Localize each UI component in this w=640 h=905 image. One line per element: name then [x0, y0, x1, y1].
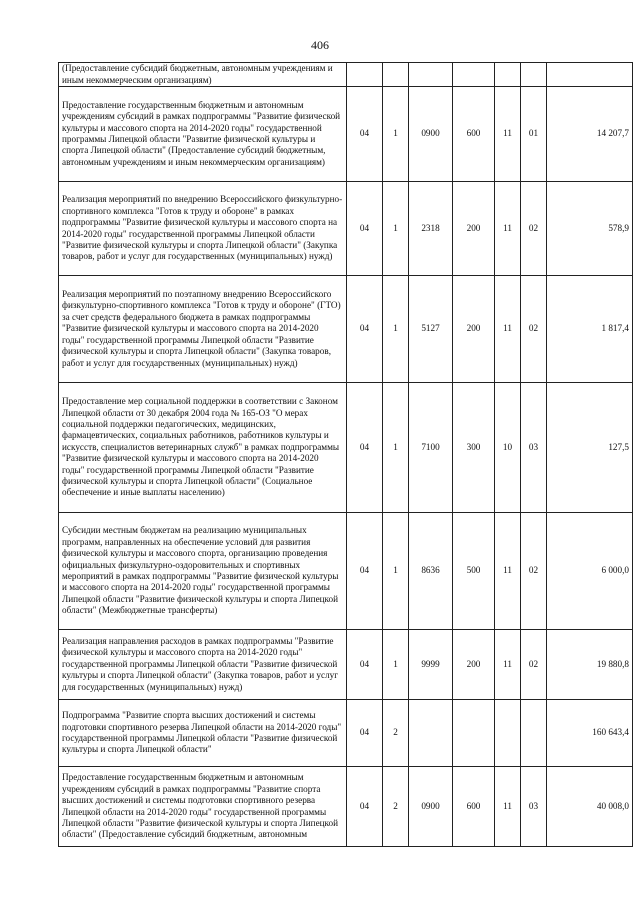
cell-section-code: 1 — [383, 182, 409, 276]
table-row — [59, 63, 633, 87]
cell-expense-type: 200 — [453, 630, 495, 700]
cell-program-code: 0900 — [409, 767, 453, 847]
cell-section: 11 — [495, 767, 521, 847]
cell-program-code: 5127 — [409, 276, 453, 383]
cell-ministry-code: 04 — [347, 276, 383, 383]
cell-section-code: 1 — [383, 87, 409, 182]
cell-amount: 578,9 — [547, 182, 633, 276]
cell-section-code — [383, 63, 409, 87]
cell-expense-type — [453, 63, 495, 87]
table-row — [59, 767, 633, 847]
cell-subsection: 03 — [521, 383, 547, 513]
cell-amount: 127,5 — [547, 383, 633, 513]
cell-program-code: 8636 — [409, 513, 453, 630]
cell-program-code: 9999 — [409, 630, 453, 700]
cell-section-code: 1 — [383, 513, 409, 630]
cell-expense-type: 300 — [453, 383, 495, 513]
cell-ministry-code: 04 — [347, 700, 383, 767]
row-description: Предоставление государственным бюджетным и автономным учреждениям субсидий в рамках подпрограммы "Развитие спорта высших достижений и системы подготовки спортивного резерва Липецкой области на 2014-2020 годы" государственной программы Липецкой области "Развитие физической культуры и спорта Липецкой области" (Предоставление субсидий бюджетным, автономным — [59, 767, 347, 847]
cell-section-code: 2 — [383, 700, 409, 767]
cell-section-code: 1 — [383, 630, 409, 700]
table-row — [59, 700, 633, 767]
cell-amount: 160 643,4 — [547, 700, 633, 767]
row-description: Подпрограмма "Развитие спорта высших достижений и системы подготовки спортивного резерва Липецкой области на 2014-2020 годы" государственной программы Липецкой области "Развитие физической культуры и спорта Липецкой области" — [59, 700, 347, 767]
cell-subsection: 02 — [521, 630, 547, 700]
cell-section-code: 2 — [383, 767, 409, 847]
cell-section: 11 — [495, 87, 521, 182]
row-description: (Предоставление субсидий бюджетным, автономным учреждениям и иным некоммерческим организациям) — [59, 63, 347, 87]
cell-amount: 6 000,0 — [547, 513, 633, 630]
row-description: Реализация мероприятий по поэтапному внедрению Всероссийского физкультурно-спортивного комплекса "Готов к труду и обороне" (ГТО) за счет средств федерального бюджета в рамках подпрограммы "Развитие физической культуры и массового спорта на 2014-2020 годы" государственной программы Липецкой области "Развитие физической культуры и спорта Липецкой области" (Закупка товаров, работ и услуг для государственных (муниципальных) нужд) — [59, 276, 347, 383]
cell-ministry-code: 04 — [347, 182, 383, 276]
cell-subsection: 02 — [521, 182, 547, 276]
cell-section-code: 1 — [383, 276, 409, 383]
table-row — [59, 182, 633, 276]
row-description: Реализация мероприятий по внедрению Всероссийского физкультурно-спортивного комплекса "Готов к труду и обороне" в рамках подпрограммы "Развитие физической культуры и массового спорта на 2014-2020 годы" государственной программы Липецкой области "Развитие физической культуры и спорта Липецкой области" (Закупка товаров, работ и услуг для государственных (муниципальных) нужд) — [59, 182, 347, 276]
cell-subsection — [521, 63, 547, 87]
cell-program-code: 2318 — [409, 182, 453, 276]
table-row — [59, 513, 633, 630]
cell-section — [495, 63, 521, 87]
cell-section: 11 — [495, 182, 521, 276]
cell-expense-type — [453, 700, 495, 767]
table-row — [59, 630, 633, 700]
row-description: Предоставление государственным бюджетным и автономным учреждениям субсидий в рамках подпрограммы "Развитие физической культуры и массового спорта на 2014-2020 годы" государственной программы Липецкой области "Развитие физической культуры и спорта Липецкой области" (Предоставление субсидий бюджетным, автономным учреждениям и иным некоммерческим организациям) — [59, 87, 347, 182]
table-row — [59, 87, 633, 182]
cell-section-code: 1 — [383, 383, 409, 513]
cell-amount: 19 880,8 — [547, 630, 633, 700]
cell-expense-type: 200 — [453, 182, 495, 276]
cell-expense-type: 500 — [453, 513, 495, 630]
cell-program-code — [409, 63, 453, 87]
cell-subsection: 02 — [521, 513, 547, 630]
table-row — [59, 276, 633, 383]
cell-ministry-code: 04 — [347, 767, 383, 847]
cell-ministry-code — [347, 63, 383, 87]
cell-ministry-code: 04 — [347, 383, 383, 513]
budget-table — [58, 62, 633, 847]
cell-amount: 40 008,0 — [547, 767, 633, 847]
cell-section — [495, 700, 521, 767]
cell-subsection: 02 — [521, 276, 547, 383]
table-row — [59, 383, 633, 513]
cell-section: 10 — [495, 383, 521, 513]
cell-amount: 14 207,7 — [547, 87, 633, 182]
cell-section: 11 — [495, 276, 521, 383]
cell-amount: 1 817,4 — [547, 276, 633, 383]
cell-expense-type: 600 — [453, 767, 495, 847]
cell-section: 11 — [495, 513, 521, 630]
cell-ministry-code: 04 — [347, 630, 383, 700]
cell-amount — [547, 63, 633, 87]
cell-subsection: 03 — [521, 767, 547, 847]
cell-expense-type: 200 — [453, 276, 495, 383]
cell-subsection — [521, 700, 547, 767]
page-number: 406 — [311, 38, 329, 52]
cell-subsection: 01 — [521, 87, 547, 182]
cell-program-code: 0900 — [409, 87, 453, 182]
row-description: Предоставление мер социальной поддержки в соответствии с Законом Липецкой области от 30 декабря 2004 года № 165-ОЗ "О мерах социальной поддержки педагогических, медицинских, фармацевтических, социальных работников, работников культуры и искусств, специалистов ветеринарных служб" в рамках подпрограммы "Развитие физической культуры и массового спорта на 2014-2020 годы" государственной программы Липецкой области "Развитие физической культуры и спорта Липецкой области" (Социальное обеспечение и иные выплаты населению) — [59, 383, 347, 513]
row-description: Субсидии местным бюджетам на реализацию муниципальных программ, направленных на обеспечение условий для развития физической культуры и массового спорта, организацию проведения официальных физкультурно-оздоровительных и спортивных мероприятий в рамках подпрограммы "Развитие физической культуры и массового спорта на 2014-2020 годы" государственной программы Липецкой области "Развитие физической культуры и спорта Липецкой области" (Межбюджетные трансферты) — [59, 513, 347, 630]
cell-section: 11 — [495, 630, 521, 700]
cell-program-code — [409, 700, 453, 767]
cell-ministry-code: 04 — [347, 87, 383, 182]
cell-ministry-code: 04 — [347, 513, 383, 630]
cell-program-code: 7100 — [409, 383, 453, 513]
row-description: Реализация направления расходов в рамках подпрограммы "Развитие физической культуры и массового спорта на 2014-2020 годы" государственной программы Липецкой области "Развитие физической культуры и спорта Липецкой области" (Закупка товаров, работ и услуг для государственных (муниципальных) нужд) — [59, 630, 347, 700]
cell-expense-type: 600 — [453, 87, 495, 182]
